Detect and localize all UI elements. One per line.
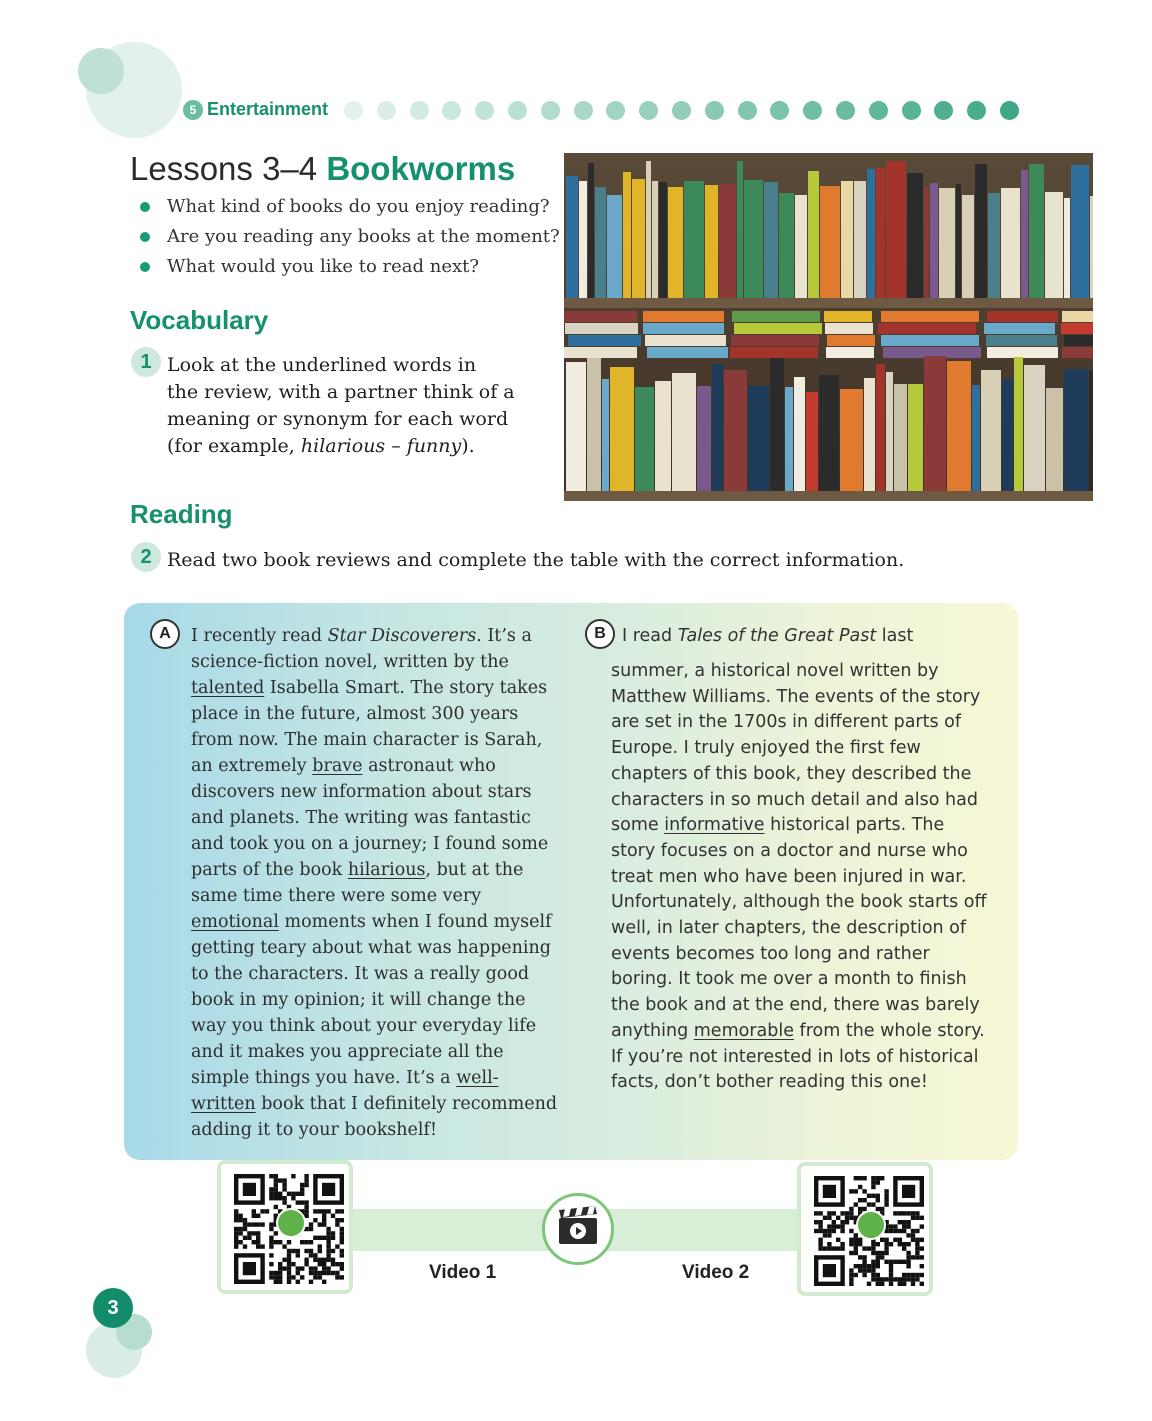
warmup-questions	[138, 194, 560, 284]
touch-icon	[856, 1210, 886, 1240]
bookshelf-photo	[564, 153, 1093, 501]
header-dot	[377, 101, 396, 120]
header-dot	[672, 101, 691, 120]
qr-code-video-2[interactable]	[797, 1162, 933, 1296]
header-dot	[770, 101, 789, 120]
reading-heading: Reading	[130, 499, 233, 529]
header-dot	[738, 101, 757, 120]
vocabulary-task: Look at the underlined words in the review, with a partner think of a meaning or synonym for each word (for example, hilarious – funny).	[167, 354, 515, 457]
review-b-text: summer, a historical novel written by Matthew Williams. The events of the story are set in the 1700s in different parts of Europe. I truly enjoyed the first few chapters of this book, they described the characters in so much detail and also had some informative historical parts. The story focuses on a doctor and nurse who treat men who have been injured in war. Unfortunately, although the book starts off well, in later chapters, the description of events becomes too long and rather boring. It took me over a month to finish the book and at the end, there was barely anything memorable from the whole story. If you’re not interested in lots of historical facts, don’t bother reading this one!	[611, 661, 987, 1093]
bullet-icon	[140, 232, 150, 242]
bookshelf-illustration	[564, 153, 1093, 501]
qr-code-video-1[interactable]	[217, 1160, 353, 1294]
task-1-badge: 1	[131, 347, 161, 377]
header-dot	[606, 101, 625, 120]
header-dot	[508, 101, 527, 120]
lesson-prefix: Lessons 3–4	[130, 150, 318, 187]
touch-icon	[276, 1208, 306, 1238]
video-1-label[interactable]: Video 1	[429, 1262, 497, 1283]
review-a-text: I recently read Star Discoverers. It’s a science-fiction novel, written by the talented Isabella Smart. The story takes place in the future, almost 300 years from now. The main character is Sarah, an extremely brave astronaut who discovers new information about stars and planets. The writing was fantastic and took you on a journey; I found some parts of the book hilarious, but at the same time there were some very emotional moments when I found myself getting teary about what was happening to the characters. It was a really good book in my opinion; it will change the way you think about your everyday life and it makes you appreciate all the simple things you have. It’s a well-written book that I definitely recommend adding it to your bookshelf!	[191, 626, 558, 1140]
header-dot-row	[344, 101, 1019, 120]
header-dot	[541, 101, 560, 120]
header-dot	[836, 101, 855, 120]
header-dot	[442, 101, 461, 120]
question-item: What would you like to read next?	[138, 254, 560, 284]
header-dot	[1000, 101, 1019, 120]
decor-circle-small	[78, 48, 124, 94]
header-dot	[574, 101, 593, 120]
bullet-icon	[140, 262, 150, 272]
header-dot	[803, 101, 822, 120]
header-dot	[475, 101, 494, 120]
bullet-icon	[140, 202, 150, 212]
unit-number-badge: 5	[183, 100, 203, 120]
video-2-label[interactable]: Video 2	[682, 1262, 750, 1283]
header-dot	[410, 101, 429, 120]
clapperboard-play-icon	[545, 1196, 611, 1262]
header-dot	[705, 101, 724, 120]
header-dot	[344, 101, 363, 120]
question-item: Are you reading any books at the moment?	[138, 224, 560, 254]
lesson-title	[130, 150, 515, 188]
vocabulary-heading: Vocabulary	[130, 305, 269, 335]
review-b-first-line: I read Tales of the Great Past last	[622, 626, 914, 646]
header-dot	[902, 101, 921, 120]
reading-task: Read two book reviews and complete the table with the correct information.	[167, 549, 905, 571]
header-dot	[639, 101, 658, 120]
review-b-label: B	[585, 619, 615, 649]
page-number: 3	[93, 1288, 133, 1328]
review-a-label: A	[150, 619, 180, 649]
header-dot	[869, 101, 888, 120]
video-play-button[interactable]	[542, 1193, 614, 1265]
question-item: What kind of books do you enjoy reading?	[138, 194, 560, 224]
header-dot	[934, 101, 953, 120]
unit-title: Entertainment	[207, 99, 329, 119]
header-dot	[967, 101, 986, 120]
lesson-name: Bookworms	[326, 150, 516, 187]
task-2-badge: 2	[131, 542, 161, 572]
